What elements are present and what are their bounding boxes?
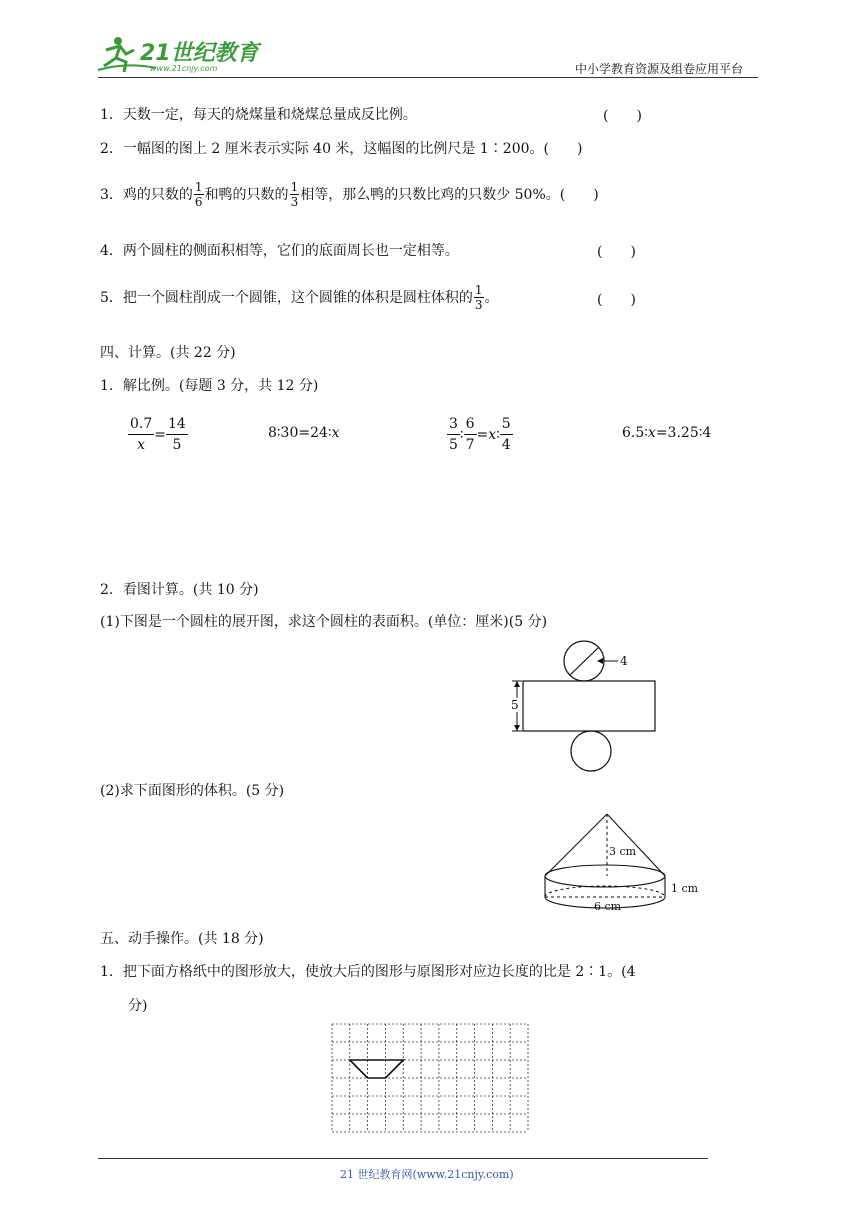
fig1-height-label: 5	[511, 698, 519, 712]
eq3-f1-num: 3	[447, 414, 460, 435]
eq1-frac-b	[166, 414, 188, 455]
section4-sub1: 1．解比例。(每题 3 分，共 12 分)	[100, 378, 319, 394]
eq2-x: x	[331, 425, 340, 441]
q5-part-a: 5．把一个圆柱削成一个圆锥，这个圆锥的体积是圆柱体积的	[100, 289, 473, 306]
q3-f1-num: 1	[194, 180, 203, 194]
eq3-f1-den: 5	[449, 437, 458, 453]
fig2-cone-height-label: 3 cm	[609, 845, 637, 858]
q3-part-c: 相等，那么鸭的只数比鸡的只数少 50%。( )	[300, 186, 599, 203]
eq3-f3-den: 4	[501, 437, 511, 453]
diameter-line	[570, 647, 599, 675]
fig2-cyl-height-label: 1 cm	[671, 882, 699, 895]
eq1-b-den: 5	[172, 437, 182, 453]
eq4-part-b: =3.25∶4	[655, 425, 712, 441]
eq3-frac-3	[500, 414, 513, 455]
trapezoid-shape	[350, 1060, 404, 1078]
section5-sub1-line1: 1．把下面方格纸中的图形放大，使放大后的图形与原图形对应边长度的比是 2∶1。(4	[100, 964, 636, 980]
eq3-f2-den: 7	[465, 437, 475, 453]
cylinder-bottom-back	[545, 886, 665, 897]
eq3-x: x	[488, 426, 497, 443]
grid-paper[interactable]	[330, 1022, 530, 1134]
eq4-x: x	[647, 425, 656, 441]
judge-q3	[100, 180, 599, 209]
q3-part-b: 和鸭的只数的	[204, 186, 289, 203]
q3-f2-den: 3	[290, 195, 299, 209]
eq3-frac-1	[447, 414, 460, 455]
q3-f1-den: 6	[194, 195, 203, 209]
q3-f2-num: 1	[290, 180, 299, 194]
judge-q5-answer-box[interactable]: ( )	[597, 292, 636, 308]
eq1-a-num: 0.7	[128, 414, 154, 435]
judge-q4: 4．两个圆柱的侧面积相等，它们的底面周长也一定相等。	[100, 243, 459, 259]
lateral-rectangle	[523, 681, 655, 731]
eq4-part-a: 6.5∶	[622, 425, 648, 441]
section4-sub2-2: (2)求下面图形的体积。(5 分)	[100, 783, 285, 799]
proportion-eq3	[447, 414, 513, 455]
q5-f-den: 3	[474, 298, 483, 312]
header-rule	[98, 77, 758, 78]
cylinder-top-ellipse	[545, 865, 665, 887]
judge-q4-answer-box[interactable]: ( )	[597, 244, 636, 260]
eq1-frac-a	[128, 414, 154, 455]
proportion-eq1	[128, 414, 188, 455]
logo-url-text: www.21cnjy.com	[150, 64, 218, 73]
cylinder-net-figure	[500, 636, 660, 776]
q3-fraction-1	[194, 180, 204, 209]
q5-f-num: 1	[474, 283, 483, 297]
site-tagline: 中小学教育资源及组卷应用平台	[575, 62, 744, 76]
q3-part-a: 3．鸡的只数的	[100, 186, 193, 203]
eq3-f2-num: 6	[464, 414, 477, 435]
judge-q2: 2．一幅图的图上 2 厘米表示实际 40 米，这幅图的比例尺是 1∶200。( )	[100, 141, 583, 157]
eq1-b-num: 14	[166, 414, 188, 435]
section4-sub2: 2．看图计算。(共 10 分)	[100, 582, 259, 598]
fig2-diameter-label: 6 cm	[594, 900, 622, 913]
judge-q1-answer-box[interactable]: ( )	[603, 108, 642, 124]
eq3-colon-1: ∶	[459, 426, 464, 443]
eq1-equals: =	[154, 426, 166, 443]
bottom-base-circle	[571, 731, 611, 771]
eq3-f3-num: 5	[500, 414, 513, 435]
proportion-eq2	[268, 425, 339, 441]
logo-main-text: 21世纪教育	[140, 41, 259, 66]
judge-q5	[100, 283, 499, 312]
footer-rule	[98, 1158, 708, 1159]
eq3-colon-2: ∶	[496, 426, 500, 443]
eq2-text: 8∶30=24∶	[268, 425, 332, 441]
proportion-eq4	[622, 425, 711, 441]
judge-q1: 1．天数一定，每天的烧煤量和烧煤总量成反比例。	[100, 107, 417, 123]
footer-link[interactable]: 21 世纪教育网(www.21cnjy.com)	[340, 1168, 514, 1181]
section5-sub1-line2: 分)	[128, 998, 148, 1014]
eq3-frac-2	[464, 414, 477, 455]
section4-sub2-1: (1)下图是一个圆柱的展开图，求这个圆柱的表面积。(单位：厘米)(5 分)	[100, 614, 548, 630]
section5-title: 五、动手操作。(共 18 分)	[100, 931, 264, 947]
eq1-a-den: x	[137, 437, 146, 453]
fig1-diameter-label: 4	[620, 654, 628, 668]
q3-fraction-2	[290, 180, 300, 209]
q5-part-b: 。	[484, 289, 499, 306]
section4-title: 四、计算。(共 22 分)	[100, 345, 236, 361]
grid-lines	[332, 1024, 528, 1132]
eq3-equals: =	[476, 426, 489, 443]
q5-fraction	[474, 283, 484, 312]
